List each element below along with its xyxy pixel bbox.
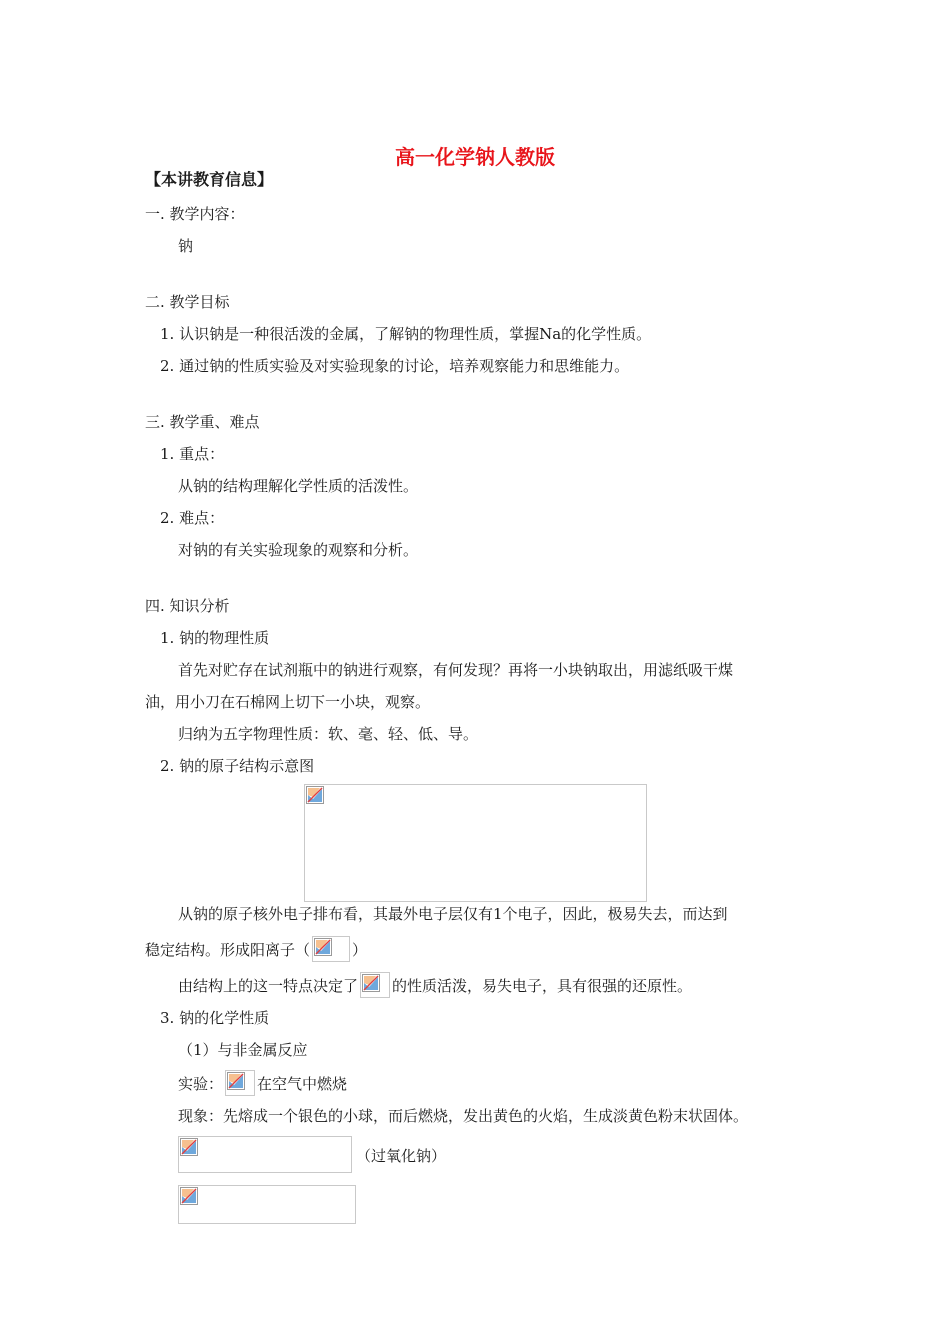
info-header: 【本讲教育信息】 [145, 170, 274, 189]
chemical-properties-label: 3. 钠的化学性质 [160, 1009, 270, 1027]
atomic-structure-text-1: 从钠的原子核外电子排布看，其最外电子层仅有1个电子，因此，极易失去，而达到 [178, 905, 728, 923]
broken-image-icon [180, 1187, 198, 1205]
goal-item-1: 1. 认识钠是一种很活泼的金属，了解钠的物理性质，掌握Na的化学性质。 [160, 325, 652, 343]
section-2-heading: 二. 教学目标 [145, 293, 230, 311]
equation-image-1 [178, 1136, 352, 1173]
structure-text-after: 的性质活泼，易失电子，具有很强的还原性。 [392, 977, 693, 995]
broken-image-icon [362, 974, 380, 992]
section-4-heading: 四. 知识分析 [145, 597, 230, 615]
experiment-text: 在空气中燃烧 [257, 1075, 348, 1093]
section-1-body: 钠 [178, 237, 194, 255]
atomic-structure-diagram [304, 784, 647, 902]
sodium-symbol-image [360, 972, 390, 998]
physical-properties-text-1: 首先对贮存在试剂瓶中的钠进行观察，有何发现？再将一小块钠取出，用滤纸吸干煤 [178, 661, 734, 679]
nonmetal-reaction-label: （1）与非金属反应 [178, 1041, 308, 1059]
section-1-heading: 一. 教学内容： [145, 205, 245, 223]
broken-image-icon [227, 1072, 245, 1090]
cation-text-before: 稳定结构。形成阳离子（ [145, 941, 311, 959]
equation-image-2 [178, 1185, 356, 1224]
atomic-structure-label: 2. 钠的原子结构示意图 [160, 757, 315, 775]
physical-properties-text-2: 油，用小刀在石棉网上切下一小块，观察。 [145, 693, 431, 711]
cation-text-after: ） [352, 941, 368, 959]
key-point-text: 从钠的结构理解化学性质的活泼性。 [178, 477, 419, 495]
key-point-label: 1. 重点： [160, 445, 225, 463]
broken-image-icon [306, 786, 324, 804]
broken-image-icon [314, 938, 332, 956]
sodium-peroxide-note: （过氧化钠） [356, 1147, 447, 1165]
experiment-line [178, 1072, 347, 1098]
experiment-label: 实验： [178, 1075, 224, 1093]
document-title: 高一化学钠人教版 [395, 145, 555, 169]
atomic-structure-text-2 [145, 938, 367, 964]
broken-image-icon [180, 1138, 198, 1156]
section-3-heading: 三. 教学重、难点 [145, 413, 260, 431]
structure-text-before: 由结构上的这一特点决定了 [178, 977, 359, 995]
difficulty-label: 2. 难点： [160, 509, 225, 527]
goal-item-2: 2. 通过钠的性质实验及对实验现象的讨论，培养观察能力和思维能力。 [160, 357, 630, 375]
atomic-structure-text-3 [178, 974, 692, 1000]
sodium-experiment-image [225, 1070, 255, 1096]
sodium-ion-formula-image [312, 936, 350, 962]
phenomenon-text: 现象：先熔成一个银色的小球，而后燃烧，发出黄色的火焰，生成淡黄色粉末状固体。 [178, 1107, 749, 1125]
difficulty-text: 对钠的有关实验现象的观察和分析。 [178, 541, 419, 559]
physical-properties-label: 1. 钠的物理性质 [160, 629, 270, 647]
physical-properties-summary: 归纳为五字物理性质：软、毫、轻、低、导。 [178, 725, 479, 743]
